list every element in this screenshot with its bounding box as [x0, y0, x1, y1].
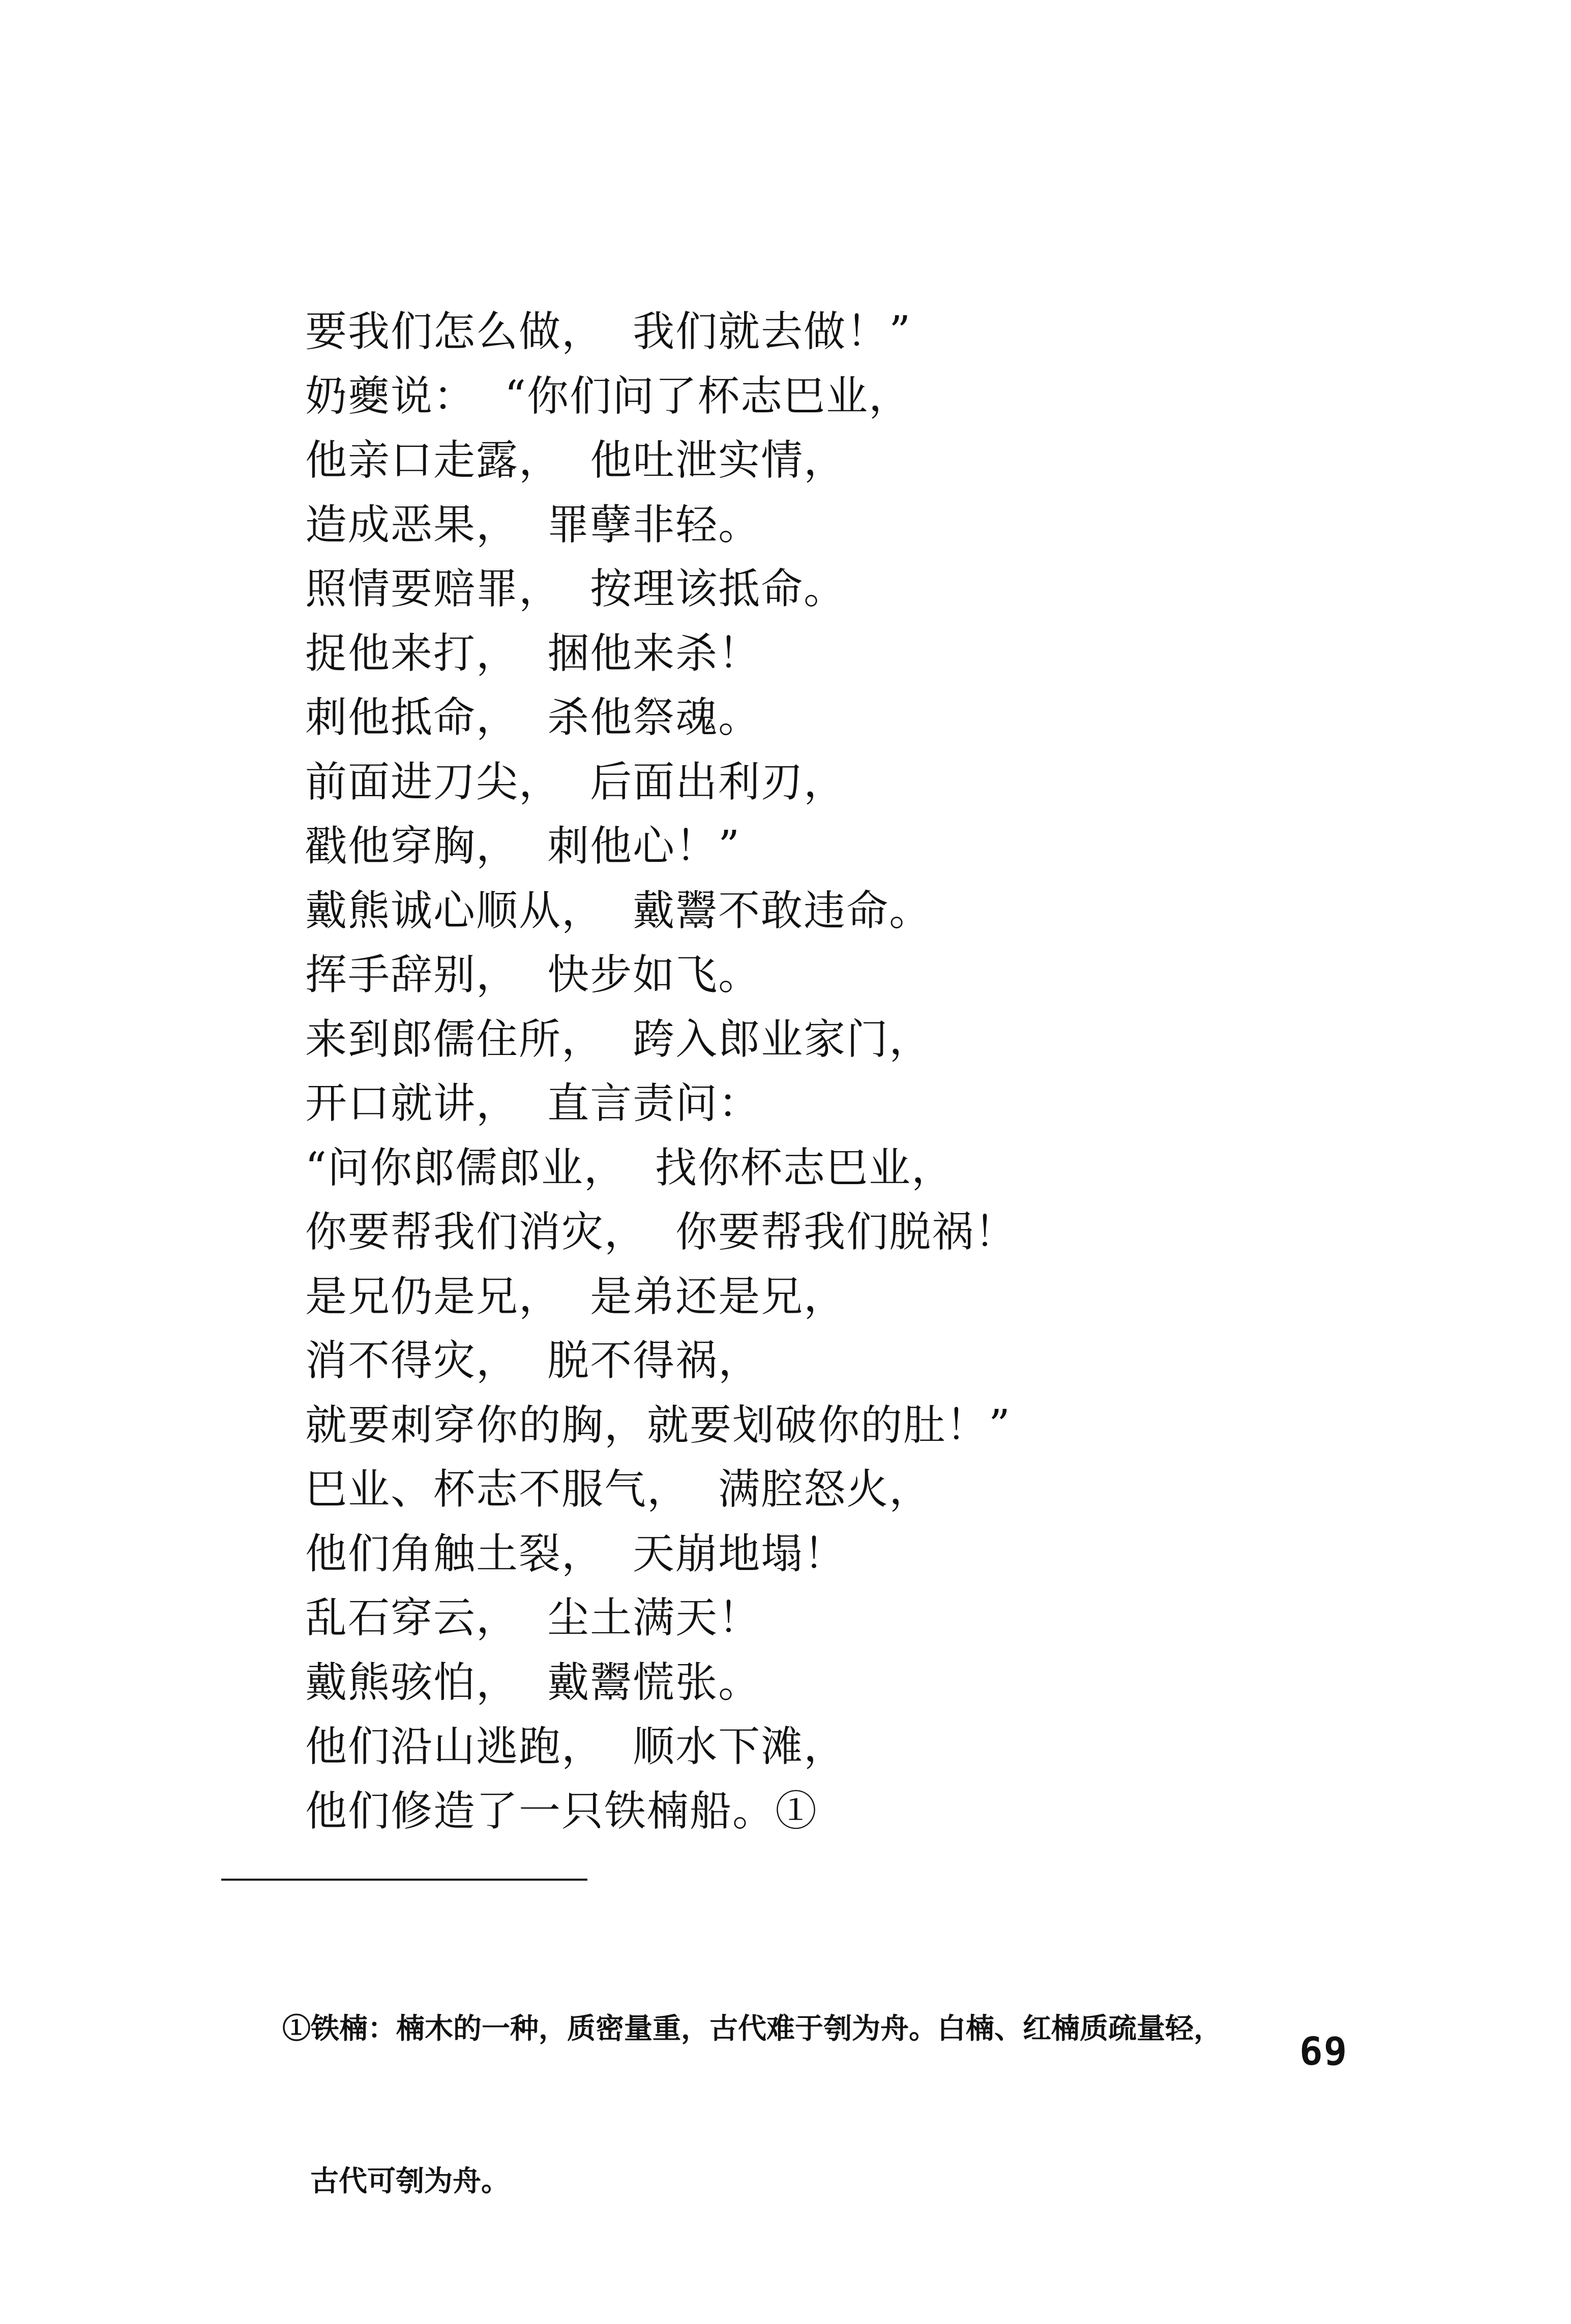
poem-line: 你要帮我们消灾， 你要帮我们脱祸！: [305, 1208, 1018, 1256]
poem-line: 戴熊骇怕， 戴鬻慌张。: [305, 1658, 761, 1707]
poem-line: 他们角触土裂， 天崩地塌！: [305, 1529, 847, 1578]
poem-line: 挥手辞别， 快步如飞。: [305, 951, 761, 999]
poem-line: 消不得灾， 脱不得祸，: [305, 1337, 761, 1385]
poem-line: 前面进刀尖， 后面出利刃，: [305, 758, 847, 806]
footnote-line: 古代可刳为舟。: [310, 2164, 510, 2198]
poem-line: 他亲口走露， 他吐泄实情，: [305, 436, 847, 485]
poem-line: 来到郎儒住所， 跨入郎业家门，: [305, 1015, 932, 1064]
poem-text: [305, 300, 1475, 1844]
poem-line: 乱石穿云， 尘土满天！: [305, 1594, 761, 1642]
poem-line: 奶夔说： “你们问了杯志巴业，: [305, 372, 912, 420]
footnote-divider: [221, 1879, 587, 1881]
poem-line: 就要刺穿你的胸，就要划破你的肚！”: [305, 1401, 1011, 1450]
poem-line: 造成恶果， 罪孽非轻。: [305, 500, 761, 549]
poem-line: 巴业、杯志不服气， 满腔怒火，: [305, 1465, 932, 1514]
poem-line: 要我们怎么做， 我们就去做！”: [305, 308, 912, 356]
page-number: 69: [1299, 2029, 1348, 2074]
footnote: [282, 1902, 1503, 2308]
poem-line: 他们沿山逃跑， 顺水下滩，: [305, 1723, 847, 1771]
poem-line: 戴熊诚心顺从， 戴鬻不敢违命。: [305, 886, 932, 935]
poem-line: “问你郎儒郎业， 找你杯志巴业，: [305, 1143, 955, 1192]
poem-line: 是兄仍是兄， 是弟还是兄，: [305, 1272, 847, 1321]
poem-line: 戳他穿胸， 刺他心！”: [305, 822, 741, 870]
poem-line: 开口就讲， 直言责问：: [305, 1079, 761, 1128]
poem-line: 照情要赔罪， 按理该抵命。: [305, 565, 847, 613]
poem-line: 刺他抵命， 杀他祭魂。: [305, 693, 761, 742]
footnote-line: ①铁楠：楠木的一种，质密量重，古代难于刳为舟。白楠、红楠质疏量轻，: [282, 2012, 1222, 2045]
poem-line: 捉他来打， 捆他来杀！: [305, 629, 761, 678]
poem-line: 他们修造了一只铁楠船。①: [305, 1787, 818, 1835]
